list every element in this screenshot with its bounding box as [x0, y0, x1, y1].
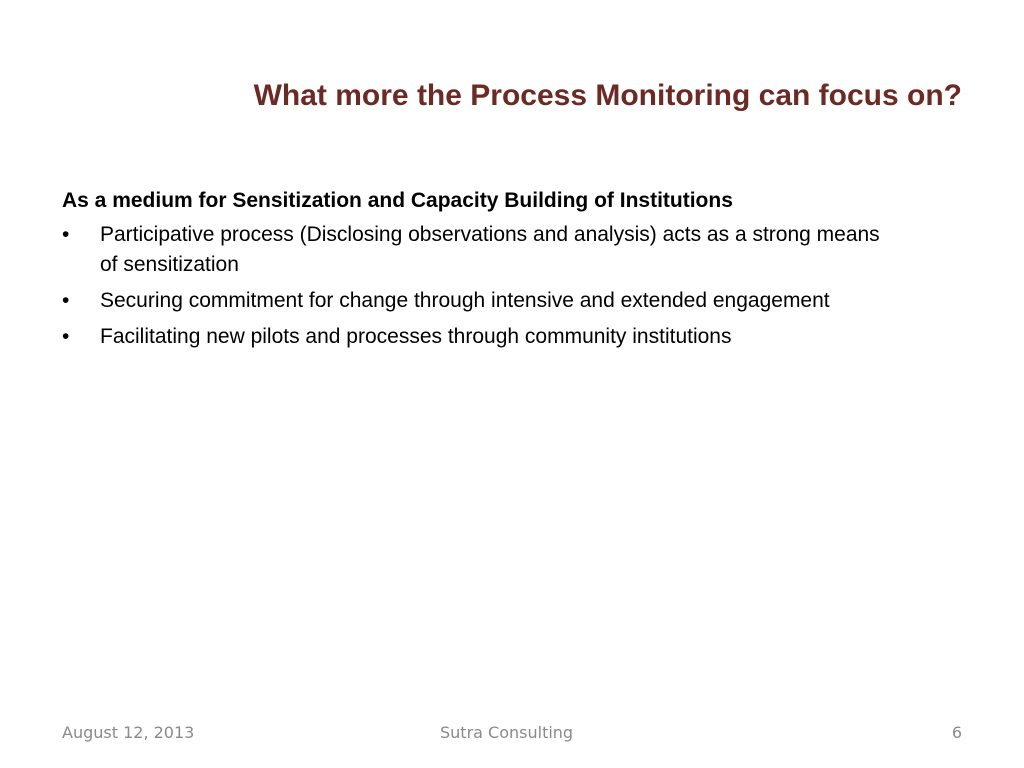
bullet-item	[62, 286, 900, 316]
bullet-text: Securing commitment for change through intensive and extended engagement	[100, 289, 830, 312]
bullet-text: Facilitating new pilots and processes through community institutions	[100, 325, 732, 348]
footer-date: August 12, 2013	[62, 723, 195, 742]
slide-number: 6	[951, 723, 962, 742]
bullet-item	[62, 220, 900, 280]
bullet-text: Participative process (Disclosing observations and analysis) acts as a strong means of sensitization	[100, 223, 880, 276]
slide-title: What more the Process Monitoring can focus on?	[253, 79, 962, 112]
bullet-item	[62, 322, 900, 352]
bullet-list	[62, 220, 942, 352]
section-heading: As a medium for Sensitization and Capacity Building of Institutions	[62, 189, 733, 212]
bullet-icon: •	[62, 223, 70, 246]
slide-body	[62, 184, 942, 358]
bullet-icon: •	[62, 289, 70, 312]
footer-organization: Sutra Consulting	[440, 723, 574, 742]
bullet-icon: •	[62, 325, 70, 348]
